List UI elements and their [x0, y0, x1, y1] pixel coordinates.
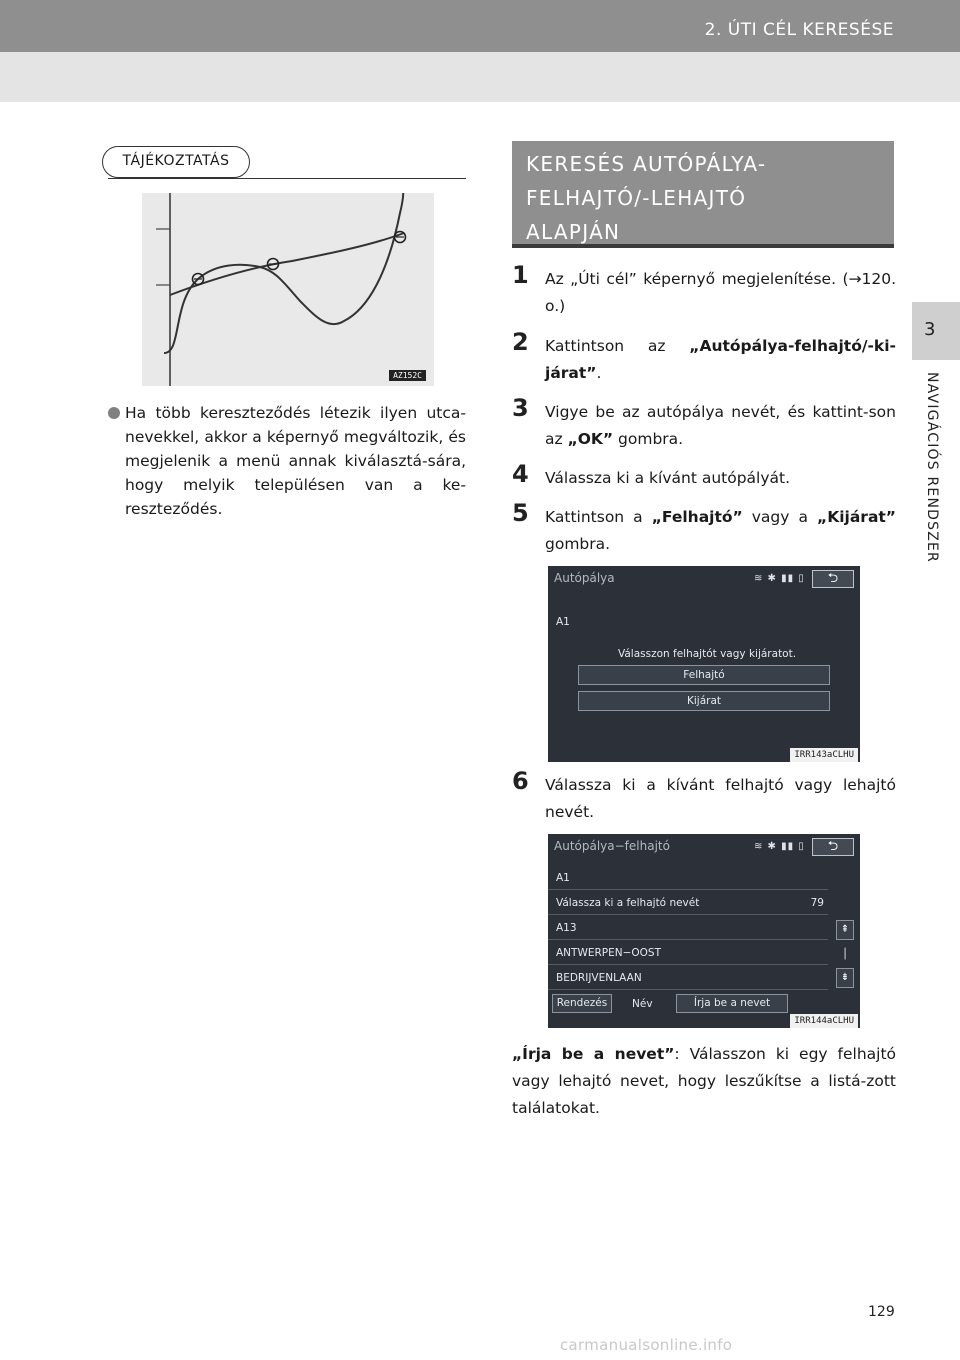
kijarat-button[interactable]: Kijárat	[578, 691, 830, 711]
name-label: Név	[632, 998, 653, 1010]
sort-button[interactable]: Rendezés	[552, 994, 612, 1013]
header-subbar	[0, 52, 960, 102]
watermark-text: carmanualsonline.info	[560, 1336, 733, 1354]
scroll-up-button[interactable]: ⇞	[836, 920, 854, 940]
step-1: 1 Az „Úti cél” képernyő megjelenítése. (→120. o.)	[512, 261, 896, 315]
enter-name-button[interactable]: Írja be a nevet	[676, 994, 788, 1013]
prompt-row: Válassza ki a felhajtó nevét 79	[548, 891, 828, 915]
route-label: A1	[556, 616, 570, 628]
section-title: KERESÉS AUTÓPÁLYA- FELHAJTÓ/-LEHAJTÓ ALAPJÁN	[526, 152, 767, 244]
info-note-text: Ha több kereszteződés létezik ilyen utca-nevekkel, akkor a képernyő megváltozik, és megjelenik a menü annak kiválasztá-sára, hogy melyik településen van a ke-reszteződés.	[125, 404, 466, 518]
list-item[interactable]: ANTWERPEN−OOST	[548, 941, 828, 965]
status-icons: ≋ ✱ ▮▮ ▯	[754, 573, 805, 584]
screen-caption: IRR144aCLHU	[790, 1014, 858, 1028]
back-button[interactable]: ⮌	[812, 838, 854, 856]
intersection-curves	[142, 193, 434, 386]
info-divider	[108, 178, 466, 179]
chapter-tab[interactable]	[912, 302, 960, 360]
step-6: 6 Válassza ki a kívánt felhajtó vagy lehajtó nevét.	[512, 767, 896, 821]
step-4: 4 Válassza ki a kívánt autópályát.	[512, 460, 791, 488]
scrollbar[interactable]: │	[841, 949, 849, 960]
screen-felhajto	[548, 834, 860, 1028]
list-item[interactable]: A13	[548, 916, 828, 940]
page-header	[0, 0, 960, 52]
back-button[interactable]: ⮌	[812, 570, 854, 588]
page-number: 129	[868, 1304, 895, 1320]
result-count: 79	[810, 897, 824, 909]
screen-caption: IRR143aCLHU	[790, 748, 858, 762]
felhajto-button[interactable]: Felhajtó	[578, 665, 830, 685]
step-3: 3 Vigye be az autópálya nevét, és kattint-son az „OK” gombra.	[512, 394, 896, 448]
list-item[interactable]: BEDRIJVENLAAN	[548, 966, 828, 990]
intersection-figure	[142, 193, 434, 386]
prompt-text: Válasszon felhajtót vagy kijáratot.	[618, 648, 797, 660]
screen-header: Autópálya−felhajtó ≋ ✱ ▮▮ ▯ ⮌	[548, 834, 860, 862]
step-5: 5 Kattintson a „Felhajtó” vagy a „Kijárat” gombra.	[512, 499, 896, 553]
screen-autopalya	[548, 566, 860, 762]
figure-code: AZ152C	[389, 370, 426, 381]
header-title: 2. ÚTI CÉL KERESÉSE	[704, 20, 894, 40]
status-icons: ≋ ✱ ▮▮ ▯	[754, 841, 805, 852]
chapter-number: 3	[924, 319, 936, 340]
info-note	[108, 401, 466, 521]
step-2: 2 Kattintson az „Autópálya-felhajtó/-ki-járat”.	[512, 328, 896, 382]
scroll-down-button[interactable]: ⇟	[836, 968, 854, 988]
info-label: TÁJÉKOZTATÁS	[102, 146, 250, 178]
screen-header: Autópálya ≋ ✱ ▮▮ ▯ ⮌	[548, 566, 860, 594]
chapter-label: NAVIGÁCIÓS RENDSZER	[924, 372, 940, 563]
section-heading	[512, 141, 894, 248]
bullet-icon	[108, 407, 120, 419]
route-row: A1	[548, 866, 828, 890]
enter-name-description: „Írja be a nevet”: Válasszon ki egy felhajtó vagy lehajtó nevet, hogy leszűkítse a listá-zott találatokat.	[512, 1045, 897, 1117]
